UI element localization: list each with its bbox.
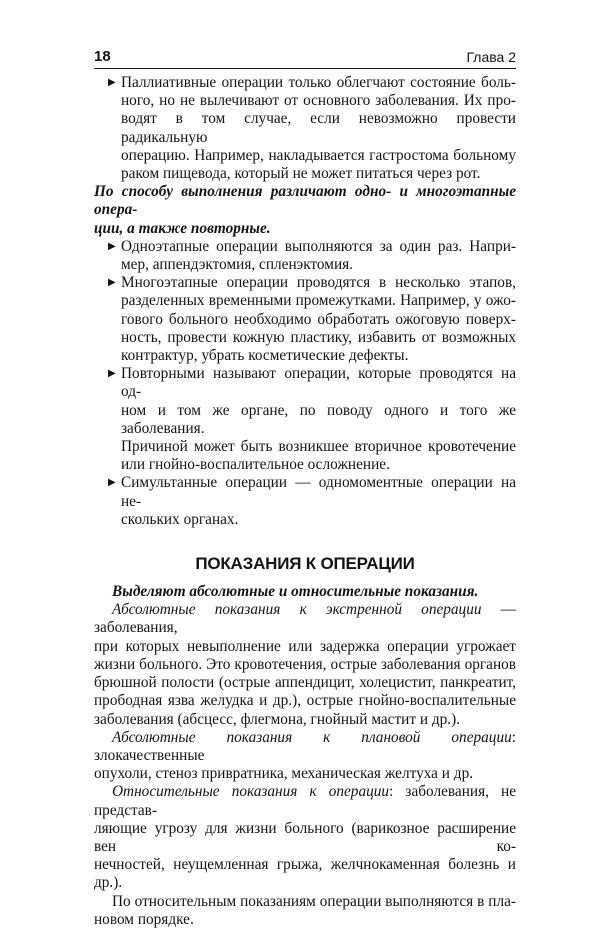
chapter-label: Глава 2 [466, 49, 516, 65]
bullet-arrow-icon: ▶ [108, 77, 116, 88]
bullet-item-repeated: ▶ Повторными называют операции, которые проводятся на од- ном и том же органе, по поводу одного и того же заболевания. Причиной может быть возникшее вторичное кровотечение или гнойно-воспалительное осложнение. [108, 365, 516, 474]
page-body [94, 74, 516, 929]
bullet-arrow-icon: ▶ [108, 240, 116, 252]
header-rule [94, 68, 516, 69]
paragraph-emergency-indications: Абсолютные показания к экстренной операции — заболевания, при которых невыполнение или задержка операции угрожает жизни больного. Это кровотечения, острые заболевания органов брюшной полости (острые аппендицит, холецистит, панкреатит, прободная язва желудка и др.), острые гнойно-воспалительные заболевания (абсцесс, флегмона, гнойный мастит и др.). [94, 601, 516, 728]
bullet-arrow-icon: ▶ [108, 477, 116, 489]
bullet-item-multi-stage: ▶ Многоэтапные операции проводятся в несколько этапов, разделенных временными промежутками. Например, у ожо- гового больного необходимо обработать ожоговую поверх- ность, провести кожную пластику, избавить от возможных контрактур, убрать косметические дефекты. [108, 274, 516, 365]
bullet-arrow-icon: ▶ [108, 277, 116, 289]
paragraph-relative-planned: По относительным показаниям операции выполняются в пла- новом порядке. [94, 892, 516, 928]
running-header [94, 47, 516, 67]
subheading-by-method: По способу выполнения различают одно- и многоэтапные опера- ции, а также повторные. [94, 183, 516, 237]
paragraph-intro: Выделяют абсолютные и относительные показания. [112, 583, 479, 601]
bullet-item-one-stage: ▶ Одноэтапные операции выполняются за один раз. Напри- мер, аппендэктомия, спленэктомия. [108, 237, 516, 274]
page-number: 18 [94, 48, 111, 65]
bullet-item-simultaneous: ▶ Симультанные операции — одномоментные операции на не- скольких органах. [108, 474, 516, 528]
bullet-item-palliative: ▶ Паллиативные операции только облегчают состояние боль- ного, но не вылечивают от основного заболевания. Их про- водят в том случае, если невозможно провести радикальную операцию. Например, накладывается гастростома больному раком пищевода, который не может питаться через рот. [108, 74, 516, 183]
paragraph-relative-indications: Относительные показания к операции: заболевания, не представ- ляющие угрозу для жизни больного (варикозное расширение вен ко- нечностей, неущемленная грыжа, желчнокаменная болезнь и др.). [94, 783, 517, 892]
paragraph-planned-indications: Абсолютные показания к плановой операции: злокачественные опухоли, стеноз привратника, механическая желтуха и др. [94, 728, 516, 783]
bullet-arrow-icon: ▶ [108, 368, 116, 380]
section-heading: ПОКАЗАНИЯ К ОПЕРАЦИИ [195, 554, 415, 574]
